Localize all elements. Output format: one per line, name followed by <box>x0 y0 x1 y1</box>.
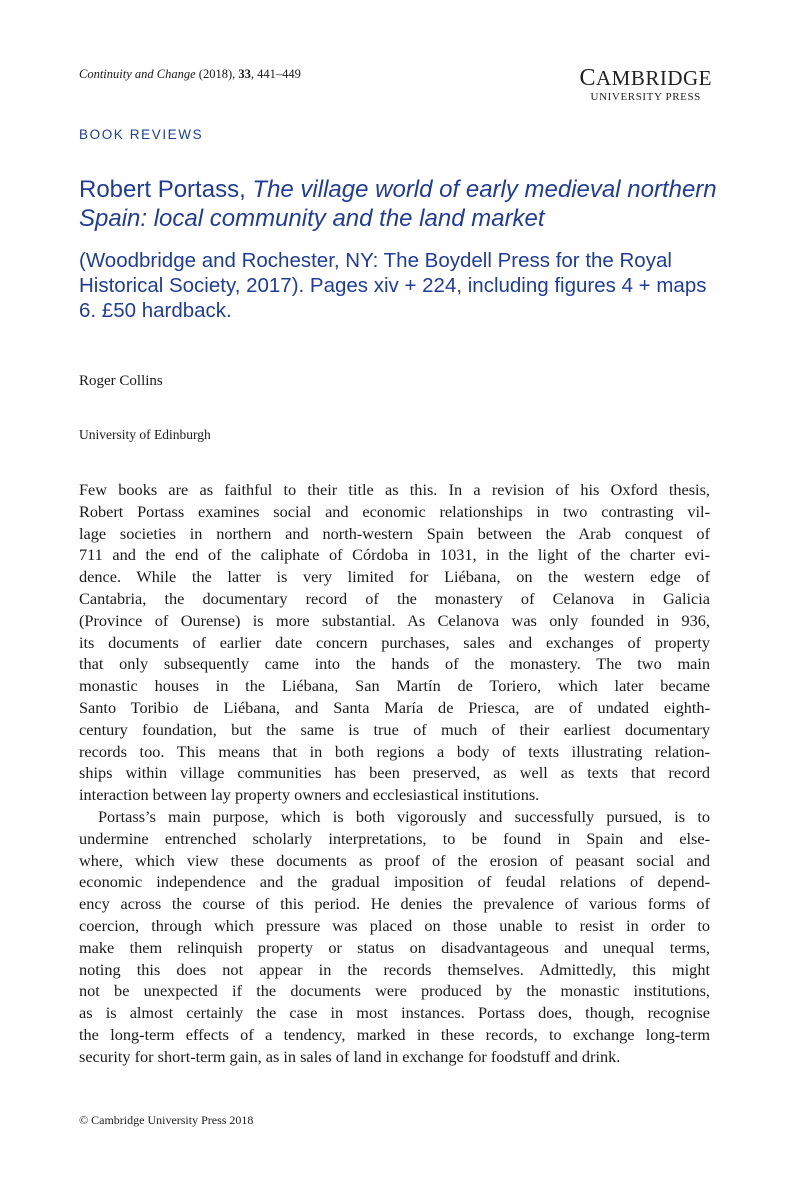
body-text-line: the long-term effects of a tendency, marked in these records, to exchange long-term <box>79 1024 710 1044</box>
body-text-line: ships within village communities has been preserved, as well as texts that record <box>79 763 710 783</box>
journal-pages: , 441–449 <box>250 67 301 81</box>
logo-cap: C <box>579 65 596 91</box>
journal-year: (2018), <box>195 67 239 81</box>
journal-volume: 33 <box>238 67 251 81</box>
body-text-line: Few books are as faithful to their title as this. In a revision of his Oxford thesis, <box>79 480 710 499</box>
body-text-line: Cantabria, the documentary record of the monastery of Celanova in Galicia <box>79 588 710 608</box>
body-text-line: make them relinquish property or status on disadvantageous and unequal terms, <box>79 937 710 957</box>
body-text-line: not be unexpected if the documents were produced by the monastic institutions, <box>79 981 710 1001</box>
body-text-line: dence. While the latter is very limited for Liébana, on the western edge of <box>79 567 710 587</box>
journal-citation <box>79 67 301 82</box>
reviewer-name: Roger Collins <box>79 373 163 389</box>
review-body <box>79 479 710 1068</box>
body-text-line: that only subsequently came into the hands of the monastery. The two main <box>79 654 710 674</box>
logo-line-1 <box>579 66 712 90</box>
copyright-footer: © Cambridge University Press 2018 <box>79 1113 254 1127</box>
cambridge-logo <box>579 66 712 103</box>
book-author: Robert Portass, <box>79 176 253 203</box>
body-text-line: its documents of earlier date concern purchases, sales and exchanges of property <box>79 632 710 652</box>
body-text-line: where, which view these documents as proof of the erosion of peasant social and <box>79 850 710 870</box>
body-text-line: Portass’s main purpose, which is both vigorously and successfully pursued, is to <box>98 806 710 826</box>
body-text-line: economic independence and the gradual imposition of feudal relations of depend- <box>79 872 710 892</box>
body-text-line: undermine entrenched scholarly interpretations, to be found in Spain and else- <box>79 828 710 848</box>
book-title: The village world of early medieval northern Spain: local community and the land market <box>79 176 717 232</box>
body-text-line: security for short-term gain, as in sales of land in exchange for foodstuff and drink. <box>79 1046 621 1066</box>
logo-line-2: UNIVERSITY PRESS <box>590 91 701 103</box>
body-text-line: century foundation, but the same is true of much of their earliest documentary <box>79 719 710 739</box>
reviewer-affiliation: University of Edinburgh <box>79 427 211 442</box>
body-text-line: Robert Portass examines social and economic relationships in two contrasting vil- <box>79 501 710 521</box>
body-text-line: as is almost certainly the case in most instances. Portass does, though, recognise <box>79 1003 710 1023</box>
body-text-line: coercion, through which pressure was placed on those unable to resist in order to <box>79 915 710 935</box>
body-text-line: monastic houses in the Liébana, San Martín de Toriero, which later became <box>79 676 710 696</box>
body-text-line: records too. This means that in both regions a body of texts illustrating relation- <box>79 741 710 761</box>
body-text-line: interaction between lay property owners and ecclesiastical institutions. <box>79 785 540 805</box>
body-text-line: (Province of Ourense) is more substantial. As Celanova was only founded in 936, <box>79 610 710 630</box>
logo-rest: AMBRIDGE <box>595 66 712 90</box>
body-text-line: lage societies in northern and north-western Spain between the Arab conquest of <box>79 523 710 543</box>
body-text-line: 711 and the end of the caliphate of Córdoba in 1031, in the light of the charter evi- <box>79 545 710 565</box>
publication-details: (Woodbridge and Rochester, NY: The Boydell Press for the Royal Historical Society, 2017). Pages xiv + 224, including figures 4 + maps 6. £50 hardback. <box>79 249 707 322</box>
body-text-line: Santo Toribio de Liébana, and Santa María de Priesca, are of undated eighth- <box>79 697 710 717</box>
body-text-line: noting this does not appear in the records themselves. Admittedly, this might <box>79 959 710 979</box>
section-label: BOOK REVIEWS <box>79 127 204 142</box>
review-title <box>79 175 739 233</box>
journal-name: Continuity and Change <box>79 67 196 81</box>
body-text-line: ency across the course of this period. He denies the prevalence of various forms of <box>79 894 710 914</box>
